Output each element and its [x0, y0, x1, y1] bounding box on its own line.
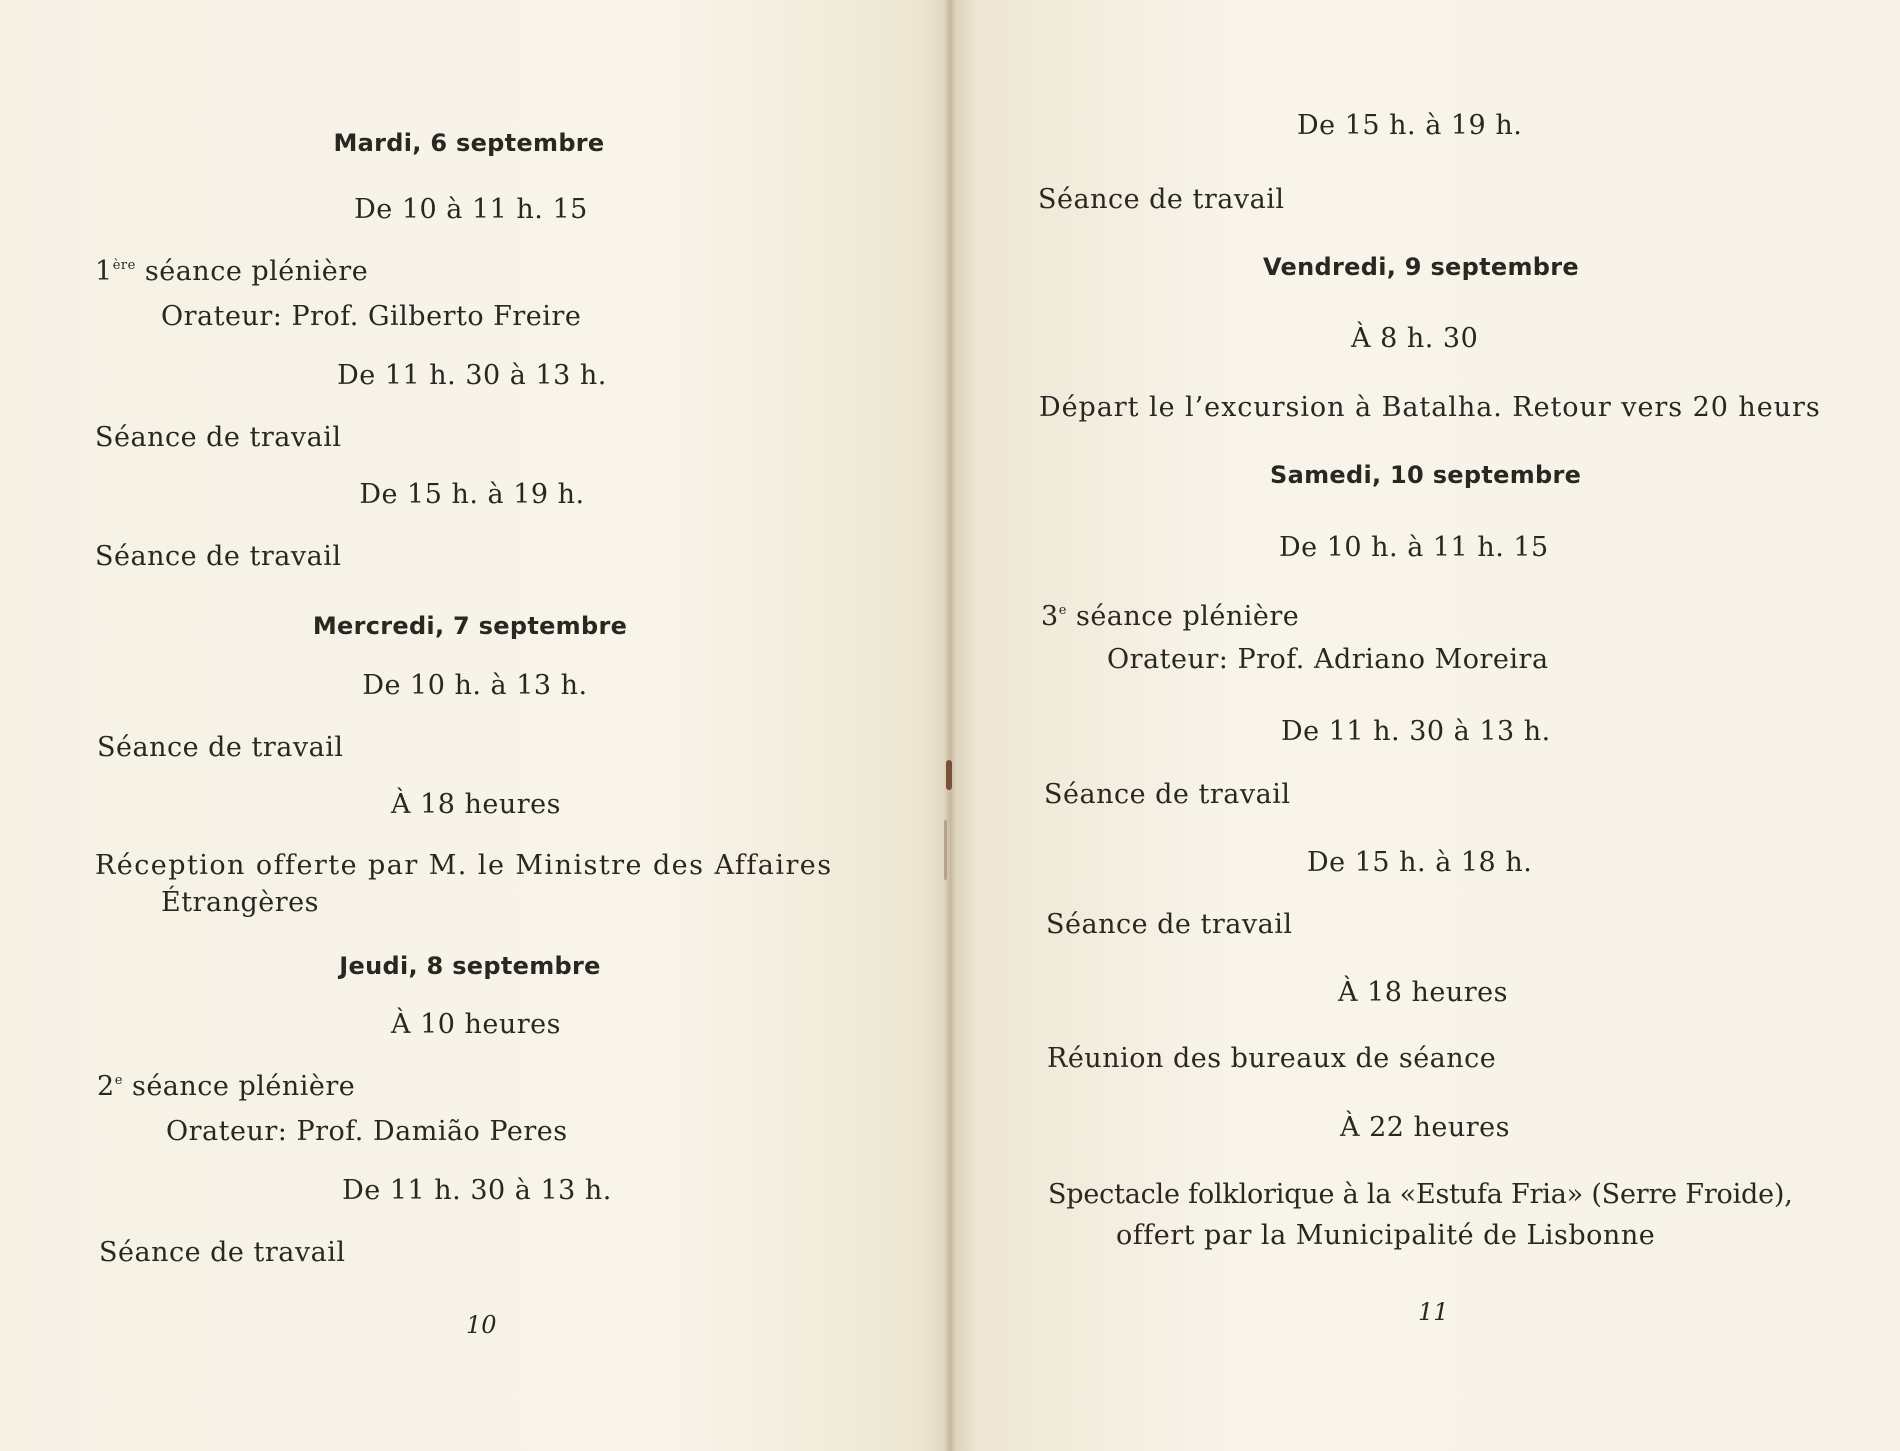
- binding-crease: [944, 820, 947, 880]
- time-slot: De 15 h. à 19 h.: [359, 479, 585, 510]
- event-text: Séance de travail: [1044, 779, 1291, 810]
- ordinal-number: 2: [97, 1071, 115, 1102]
- day-heading-vendredi: Vendredi, 9 septembre: [1263, 253, 1579, 281]
- time-slot: De 11 h. 30 à 13 h.: [337, 360, 607, 391]
- ordinal-suffix: e: [114, 1073, 123, 1088]
- event-seance-pleniere-2: [97, 1073, 355, 1100]
- day-heading-jeudi: Jeudi, 8 septembre: [339, 952, 601, 980]
- ordinal-suffix: ère: [112, 258, 136, 273]
- event-text: Réunion des bureaux de séance: [1047, 1043, 1497, 1074]
- day-heading-mercredi: Mercredi, 7 septembre: [312, 612, 628, 640]
- event-seance-pleniere-1: [95, 258, 368, 285]
- day-heading-samedi: Samedi, 10 septembre: [1270, 461, 1582, 489]
- page-number: 10: [466, 1311, 497, 1339]
- event-text-continuation: Étrangères: [161, 887, 319, 918]
- ordinal-suffix: e: [1058, 603, 1067, 618]
- event-text: séance plénière: [122, 1071, 356, 1102]
- time-slot: À 8 h. 30: [1351, 323, 1479, 354]
- time-slot: De 15 h. à 18 h.: [1307, 847, 1533, 878]
- time-slot: De 11 h. 30 à 13 h.: [1281, 716, 1551, 747]
- event-text: Séance de travail: [1046, 909, 1293, 940]
- time-slot: De 15 h. à 19 h.: [1297, 110, 1523, 141]
- binding-mark: [946, 760, 952, 790]
- time-slot: De 10 à 11 h. 15: [354, 194, 588, 225]
- day-heading-mardi: Mardi, 6 septembre: [333, 129, 605, 157]
- event-text-continuation: offert par la Municipalité de Lisbonne: [1116, 1220, 1656, 1251]
- speaker-line: Orateur: Prof. Adriano Moreira: [1107, 644, 1549, 675]
- event-text: Séance de travail: [1038, 184, 1285, 215]
- right-page: [950, 0, 1900, 1451]
- event-text: Réception offerte par M. le Ministre des Affaires: [95, 850, 833, 881]
- event-text: Séance de travail: [99, 1237, 346, 1268]
- ordinal-number: 1: [95, 256, 113, 287]
- event-text: Séance de travail: [97, 732, 344, 763]
- time-slot: À 18 heures: [390, 789, 562, 820]
- time-slot: De 10 h. à 13 h.: [362, 670, 588, 701]
- event-text: Séance de travail: [95, 541, 342, 572]
- event-text: séance plénière: [135, 256, 369, 287]
- event-text: Spectacle folklorique à la «Estufa Fria» (Serre Froide),: [1048, 1179, 1793, 1210]
- speaker-line: Orateur: Prof. Damião Peres: [166, 1116, 568, 1147]
- page-number: 11: [1418, 1298, 1449, 1326]
- event-text: Séance de travail: [95, 422, 342, 453]
- ordinal-number: 3: [1041, 601, 1059, 632]
- time-slot: À 10 heures: [390, 1009, 562, 1040]
- time-slot: De 10 h. à 11 h. 15: [1279, 532, 1549, 563]
- time-slot: De 11 h. 30 à 13 h.: [342, 1175, 612, 1206]
- book-gutter: [944, 0, 956, 1451]
- time-slot: À 22 heures: [1340, 1112, 1511, 1143]
- event-seance-pleniere-3: [1041, 603, 1299, 630]
- event-text: Départ le l’excursion à Batalha. Retour vers 20 heurs: [1039, 392, 1821, 423]
- time-slot: À 18 heures: [1338, 977, 1509, 1008]
- speaker-line: Orateur: Prof. Gilberto Freire: [161, 301, 582, 332]
- event-text: séance plénière: [1066, 601, 1300, 632]
